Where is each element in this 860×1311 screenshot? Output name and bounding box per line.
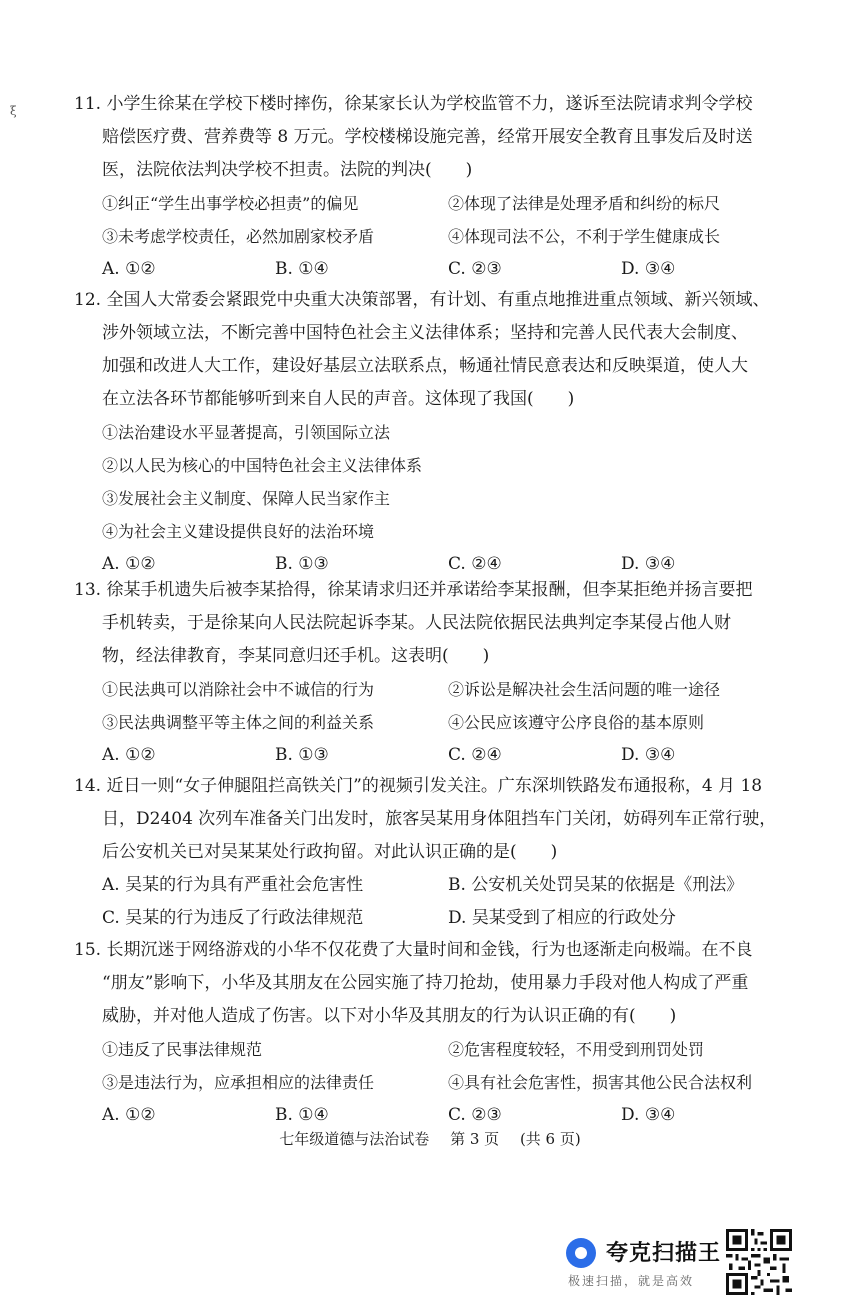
question-11	[74, 88, 794, 286]
answer-a: A. ①②	[102, 1105, 156, 1125]
question-stem-line: 涉外领域立法，不断完善中国特色社会主义法律体系；坚持和完善人民代表大会制度、	[102, 323, 748, 343]
choice-c: C. 吴某的行为违反了行政法律规范	[102, 908, 364, 928]
option-2: ②诉讼是解决社会生活问题的唯一途径	[448, 680, 721, 699]
statement-3: ③发展社会主义制度、保障人民当家作主	[102, 489, 391, 508]
answer-d: D. ③④	[621, 259, 676, 279]
margin-mark: ξ	[10, 104, 17, 118]
option-4: ④具有社会危害性，损害其他公民合法权利	[448, 1073, 753, 1092]
question-stem: 14. 近日一则“女子伸腿阻拦高铁关门”的视频引发关注。广东深圳铁路发布通报称，4 月 18	[74, 776, 763, 796]
option-4: ④公民应该遵守公序良俗的基本原则	[448, 713, 705, 732]
question-stem-line: 赔偿医疗费、营养费等 8 万元。学校楼梯设施完善，经常开展安全教育且事发后及时送	[102, 127, 753, 147]
answer-b: B. ①③	[275, 745, 329, 765]
answer-c: C. ②③	[448, 1105, 502, 1125]
choice-row	[74, 902, 794, 935]
option-2: ②体现了法律是处理矛盾和纠纷的标尺	[448, 194, 721, 213]
question-stem-line: 威胁，并对他人造成了伤害。以下对小华及其朋友的行为认识正确的有( )	[102, 1006, 677, 1026]
answer-b: B. ①④	[275, 1105, 329, 1125]
option-row	[74, 1033, 794, 1066]
footer-subject: 七年级道德与法治试卷	[279, 1130, 430, 1148]
statement-4: ④为社会主义建设提供良好的法治环境	[102, 522, 375, 541]
answer-c: C. ②③	[448, 259, 502, 279]
question-15	[74, 934, 794, 1132]
option-4: ④体现司法不公，不利于学生健康成长	[448, 227, 721, 246]
statement-1: ①法治建设水平显著提高，引领国际立法	[102, 423, 391, 442]
question-stem-line: “朋友”影响下，小华及其朋友在公园实施了持刀抢劫，使用暴力手段对他人构成了严重	[102, 973, 749, 993]
question-stem-line: 在立法各环节都能够听到来自人民的声音。这体现了我国( )	[102, 389, 575, 409]
quark-logo-icon	[566, 1238, 596, 1268]
option-1: ①民法典可以消除社会中不诚信的行为	[102, 680, 375, 699]
question-stem: 11. 小学生徐某在学校下楼时摔伤，徐某家长认为学校监管不力，遂诉至法院请求判令学校	[74, 94, 753, 114]
question-stem: 15. 长期沉迷于网络游戏的小华不仅花费了大量时间和金钱，行为也逐渐走向极端。在不良	[74, 940, 753, 960]
question-13	[74, 574, 794, 772]
option-row	[74, 673, 794, 706]
question-stem: 12. 全国人大常委会紧跟党中央重大决策部署，有计划、有重点地推进重点领域、新兴领域、	[74, 290, 770, 310]
option-2: ②危害程度较轻，不用受到刑罚处罚	[448, 1040, 705, 1059]
option-1: ①纠正“学生出事学校必担责”的偏见	[102, 194, 359, 213]
page-footer	[0, 1128, 860, 1149]
question-14	[74, 770, 794, 935]
answer-d: D. ③④	[621, 1105, 676, 1125]
answer-a: A. ①②	[102, 554, 156, 574]
answer-b: B. ①③	[275, 554, 329, 574]
question-stem-line: 手机转卖，于是徐某向人民法院起诉李某。人民法院依据民法典判定李某侵占他人财	[102, 613, 731, 633]
answer-d: D. ③④	[621, 554, 676, 574]
answer-b: B. ①④	[275, 259, 329, 279]
question-stem-line: 医，法院依法判决学校不担责。法院的判决( )	[102, 160, 473, 180]
footer-page: 第 3 页	[450, 1130, 500, 1148]
answer-row	[74, 253, 794, 286]
brand-slogan: 极速扫描，就是高效	[568, 1274, 695, 1288]
option-row	[74, 220, 794, 253]
option-row	[74, 187, 794, 220]
scanner-watermark	[566, 1232, 726, 1288]
question-12	[74, 284, 794, 581]
answer-a: A. ①②	[102, 745, 156, 765]
question-stem-line: 日，D2404 次列车准备关门出发时，旅客吴某用身体阻挡车门关闭，妨碍列车正常行驶，	[102, 809, 777, 829]
option-3: ③未考虑学校责任，必然加剧家校矛盾	[102, 227, 375, 246]
qr-code-icon	[726, 1229, 792, 1295]
footer-total: (共 6 页)	[519, 1130, 581, 1148]
answer-c: C. ②④	[448, 745, 502, 765]
option-row	[74, 1066, 794, 1099]
option-3: ③是违法行为，应承担相应的法律责任	[102, 1073, 375, 1092]
choice-d: D. 吴某受到了相应的行政处分	[448, 908, 676, 928]
statement-2: ②以人民为核心的中国特色社会主义法律体系	[102, 456, 423, 475]
option-3: ③民法典调整平等主体之间的利益关系	[102, 713, 375, 732]
question-stem-line: 后公安机关已对吴某某处行政拘留。对此认识正确的是( )	[102, 842, 558, 862]
option-1: ①违反了民事法律规范	[102, 1040, 263, 1059]
choice-a: A. 吴某的行为具有严重社会危害性	[102, 875, 364, 895]
brand-name: 夸克扫描王	[606, 1241, 722, 1266]
question-stem-line: 加强和改进人大工作，建设好基层立法联系点，畅通社情民意表达和反映渠道，使人大	[102, 356, 748, 376]
choice-row	[74, 869, 794, 902]
answer-d: D. ③④	[621, 745, 676, 765]
answer-row	[74, 739, 794, 772]
question-stem-line: 物，经法律教育，李某同意归还手机。这表明( )	[102, 646, 490, 666]
choice-b: B. 公安机关处罚吴某的依据是《刑法》	[448, 875, 744, 895]
question-stem: 13. 徐某手机遗失后被李某拾得，徐某请求归还并承诺给李某报酬，但李某拒绝并扬言要把	[74, 580, 753, 600]
answer-c: C. ②④	[448, 554, 502, 574]
answer-a: A. ①②	[102, 259, 156, 279]
option-row	[74, 706, 794, 739]
